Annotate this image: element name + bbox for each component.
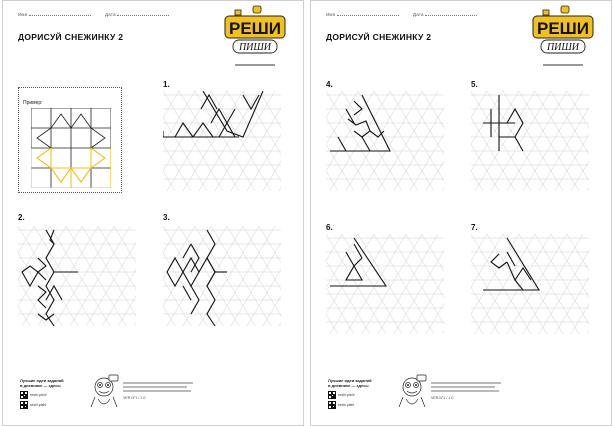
worksheet-page-1 [2, 0, 304, 426]
footer-line-2: в дневнике — здесь: [20, 383, 62, 388]
brand-logo [529, 4, 601, 72]
example-label: Пример: [23, 100, 43, 106]
brand-logo [221, 4, 293, 72]
footer-line-1: Лучшие идеи заданий [20, 378, 64, 383]
logo-top-text: РЕШИ [229, 19, 281, 38]
footer-fine-print [123, 381, 193, 394]
task-2-grid[interactable] [18, 226, 136, 326]
qr-code-icon[interactable] [328, 391, 336, 399]
task-3-grid[interactable] [163, 226, 281, 326]
footer-heading [20, 378, 64, 388]
page-title: ДОРИСУЙ СНЕЖИНКУ 2 [18, 32, 124, 42]
task-number: 3. [163, 213, 170, 222]
task-number: 5. [471, 80, 478, 89]
task-number: 7. [471, 223, 478, 232]
example-box [18, 87, 122, 193]
task-4-grid[interactable] [326, 91, 444, 191]
task-number: 2. [18, 213, 25, 222]
date-field[interactable] [413, 12, 477, 17]
name-label: Имя [326, 12, 336, 17]
qr-label-1: reshi-pishi [30, 393, 47, 397]
qr-code-icon[interactable] [20, 401, 28, 409]
name-field[interactable] [18, 12, 91, 17]
logo-top-text: РЕШИ [537, 19, 589, 38]
task-6-grid[interactable] [326, 234, 444, 334]
task-5-grid[interactable] [471, 91, 589, 191]
mascot-icon [87, 373, 121, 411]
qr-label-1: reshi-pishi [338, 393, 355, 397]
footer-line-2: в дневнике — здесь: [328, 383, 370, 388]
footer-line-1: Лучшие идеи заданий [328, 378, 372, 383]
worksheet-page-2 [310, 0, 612, 426]
qr-label-2: reshi.pishi [30, 403, 47, 407]
task-1-grid[interactable] [163, 91, 281, 191]
footer-heading [328, 378, 372, 388]
name-label: Имя [18, 12, 28, 17]
task-number: 1. [163, 80, 170, 89]
date-label: Дата [413, 12, 424, 17]
qr-code-icon[interactable] [328, 401, 336, 409]
example-snowflake [31, 108, 111, 188]
mascot-icon [395, 373, 429, 411]
logo-bottom-text: ПИШИ [546, 42, 580, 53]
task-number: 6. [326, 223, 333, 232]
name-field[interactable] [326, 12, 399, 17]
footer-fine-print [431, 381, 501, 394]
version-label: VER.N°1 / 1.0 [123, 396, 146, 400]
version-label: VER.N°1 / 1.0 [431, 396, 454, 400]
qr-label-2: reshi.pishi [338, 403, 355, 407]
page-title: ДОРИСУЙ СНЕЖИНКУ 2 [326, 32, 432, 42]
task-7-grid[interactable] [471, 234, 589, 334]
date-label: Дата [105, 12, 116, 17]
qr-code-icon[interactable] [20, 391, 28, 399]
date-field[interactable] [105, 12, 169, 17]
logo-bottom-text: ПИШИ [238, 42, 272, 53]
task-number: 4. [326, 80, 333, 89]
